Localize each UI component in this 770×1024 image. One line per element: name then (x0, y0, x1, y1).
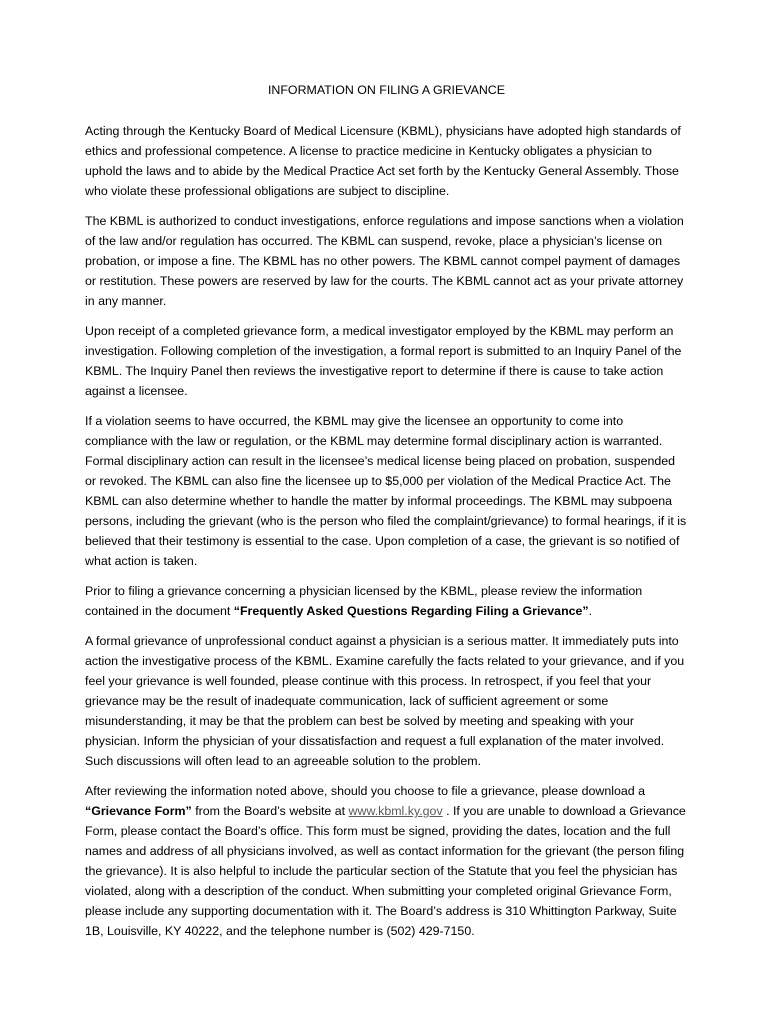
paragraph-prior-to-filing (85, 581, 688, 621)
paragraph-violation-outcomes: If a violation seems to have occurred, the KBML may give the licensee an opportunity to come into compliance with the law or regulation, or the KBML may determine formal disciplinary action is warranted. Formal disciplinary action can result in the licensee’s medical license being placed on probation, suspended or revoked. The KBML can also fine the licensee up to $5,000 per violation of the Medical Practice Act. The KBML can also determine whether to handle the matter by informal proceedings. The KBML may subpoena persons, including the grievant (who is the person who filed the complaint/grievance) to formal hearings, if it is believed that their testimony is essential to the case. Upon completion of a case, the grievant is so notified of what action is taken. (85, 414, 687, 568)
paragraph-how-to-file (85, 781, 688, 941)
faq-document-title: “Frequently Asked Questions Regarding Filing a Grievance” (233, 604, 589, 618)
how-to-file-details: . If you are unable to download a Grievance Form, please contact the Board’s office. This form must be signed, providing the dates, location and the full names and address of all physicians involved, as well as contact information for the grievant (the person filing the grievance). It is also helpful to include the particular section of the Statute that you feel the physician has violated, along with a description of the conduct. When submitting your completed original Grievance Form, please include any supporting documentation with it. The Board’s address is 310 Whittington Parkway, Suite 1B, Louisville, KY 40222, and the telephone number is (502) 429-7150. (85, 804, 686, 938)
paragraph-kbml-intro: Acting through the Kentucky Board of Medical Licensure (KBML), physicians have adopted high standards of ethics and professional competence. A license to practice medicine in Kentucky obligates a physician to uphold the laws and to abide by the Medical Practice Act set forth by the Kentucky General Assembly. Those who violate these professional obligations are subject to discipline. (85, 124, 681, 198)
how-to-file-website-text: from the Board’s website at (191, 804, 349, 818)
paragraph-serious-matter: A formal grievance of unprofessional conduct against a physician is a serious matter. It immediately puts into action the investigative process of the KBML. Examine carefully the facts related to your grievance, and if you feel your grievance is well founded, please continue with this process. In retrospect, if you feel that your grievance may be the result of inadequate communication, lack of sufficient agreement or some misunderstanding, it may be that the problem can best be solved by meeting and speaking with your physician. Inform the physician of your dissatisfaction and request a full explanation of the mater involved. Such discussions will often lead to an agreeable solution to the problem. (85, 634, 685, 768)
paragraph-investigation: Upon receipt of a completed grievance form, a medical investigator employed by the KBML may perform an investigation. Following completion of the investigation, a formal report is submitted to an Inquiry Panel of the KBML. The Inquiry Panel then reviews the investigative report to determine if there is cause to take action against a licensee. (85, 324, 682, 398)
how-to-file-intro: After reviewing the information noted above, should you choose to file a grievance, please download a (85, 784, 645, 798)
prior-filing-period: . (588, 604, 593, 618)
document-title: INFORMATION ON FILING A GRIEVANCE (267, 83, 506, 97)
kbml-website-link[interactable]: www.kbml.ky.gov (348, 804, 443, 818)
document-page (85, 80, 688, 951)
prior-filing-text: Prior to filing a grievance concerning a physician licensed by the KBML, please review the information contained in the document (85, 584, 643, 618)
paragraph-kbml-powers: The KBML is authorized to conduct investigations, enforce regulations and impose sanctions when a violation of the law and/or regulation has occurred. The KBML can suspend, revoke, place a physician’s license on probation, or impose a fine. The KBML has no other powers. The KBML cannot compel payment of damages or restitution. These powers are reserved by law for the courts. The KBML cannot act as your private attorney in any manner. (85, 214, 684, 308)
grievance-form-name: “Grievance Form” (85, 804, 192, 818)
